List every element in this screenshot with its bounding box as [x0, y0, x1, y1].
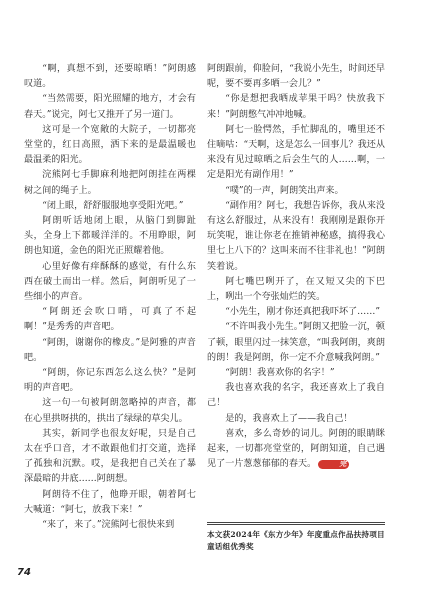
paragraph [24, 518, 196, 533]
paragraph [207, 62, 385, 92]
paragraph-text: 是的，我喜欢上了——我自己！ [225, 413, 353, 424]
paragraph-text: “阿朗！我喜欢你的名字！” [225, 368, 335, 379]
paragraph-text: 这可是一个宽敞的大院子，一切都亮堂堂的，红日高照，洒下来的是最温暖也最温柔的阳光。 [24, 124, 196, 166]
paragraph-text: “阿朗，你记东西怎么这么快？”是阿明的声音吧。 [24, 368, 196, 394]
paragraph [24, 123, 196, 169]
paragraph-text: “你是想把我晒成苹果干吗？快放我下来！”阿朗憋气冲冲地喊。 [207, 94, 385, 120]
paragraph-text: 其实，新同学也很友好呢，只是自己太在乎口音，才不敢跟他们打交道，选择了孤独和沉默。哎，是我把自己关在了暴深最暗的井底……阿朗想。 [24, 428, 196, 485]
paragraph [24, 336, 196, 366]
paragraph-text: “不许叫我小先生。”阿朗又把脸一沉，顿了顿，眼里闪过一抹笑意，“叫我阿朗，爽朗的朗！我是阿朗，你一定不介意喊我阿朗。” [207, 322, 385, 363]
paragraph [24, 62, 196, 92]
paragraph-text: 我也喜欢我的名字，我还喜欢上了我自己！ [207, 383, 385, 409]
paragraph [24, 427, 196, 488]
paragraph [24, 214, 196, 260]
paragraph-text: “来了，来了。”浣熊阿七很快来到 [42, 520, 175, 531]
paragraph-text: 浣熊阿七手脚麻利地把阿朗挂在两棵树之间的绳子上。 [24, 170, 196, 196]
award-footnote: 本文获2024年《东方少年》年度重点作品扶持项目童话组优秀奖 [207, 530, 385, 551]
paragraph [207, 275, 385, 305]
paragraph-text: 这一句一句被阿朗忽略掉的声音，都在心里拱呀拱的，拱出了绿绿的草尖儿。 [24, 398, 196, 424]
paragraph [207, 366, 385, 381]
end-mark-icon: 完 [318, 460, 349, 469]
paragraph-text: “噗”的一声，阿朗笑出声来。 [225, 185, 344, 196]
paragraph-text: “阿朗还会吹口哨，可真了不起啊！”是秀秀的声音吧。 [24, 307, 196, 333]
paragraph-text: “啊，真想不到，还要晾晒！”阿朗感叹道。 [24, 64, 196, 90]
paragraph [24, 260, 196, 306]
paragraph-text: 心里好像有痒酥酥的感觉，有什么东西在破土而出一样。然后，阿朗听见了一些细小的声音。 [24, 261, 196, 303]
paragraph [207, 184, 385, 199]
paragraph-text: “副作用？阿七，我想告诉你，我从来没有这么舒服过，从来没有！我刚刚是跟你开玩笑呢，谁让你老在推销神秘感，搞得我心里七上八下的？这叫来而不往非礼也！”阿朗笑着说。 [207, 200, 385, 272]
right-text-column [207, 62, 385, 472]
left-text-column [24, 62, 196, 533]
paragraph [207, 381, 385, 411]
paragraph-text: 阿朗听话地闭上眼，从脑门到脚趾头，全身上下都暖洋洋的。不用睁眼，阿朗也知道，金色的阳光正照耀着他。 [24, 216, 196, 257]
paragraph [24, 396, 196, 426]
paragraph [24, 305, 196, 335]
paragraph [24, 168, 196, 198]
paragraph-text: “当然需要，阳光照耀的地方，才会有春天。”说完，阿七又推开了另一道门。 [24, 94, 196, 120]
paragraph [207, 92, 385, 122]
paragraph-text: 阿七一脸愕然，手忙脚乱的，嘴里还不住嘀咕：“天啊，这是怎么一回事儿？我还从来没有见过晾晒之后会生气的人……啊，一定是阳光有副作用！” [207, 124, 385, 181]
paragraph-text: “阿朗，谢谢你的橡皮。”是阿雅的声音吧。 [24, 337, 196, 363]
paragraph-text: 阿七嘴巴咧开了，在又短又尖的下巴上，咧出一个夸张灿烂的笑。 [207, 276, 385, 303]
paragraph [207, 123, 385, 184]
paragraph [207, 199, 385, 275]
paragraph [24, 199, 196, 214]
paragraph-text: 喜欢，多么奇妙的词儿。阿朗的眼睛眯起来，一切都亮堂堂的，阿朗知道，自己遇见了一片葱葱郁郁的春天。 [207, 428, 385, 470]
paragraph-text: “小先生，刚才你还真把我吓坏了……” [225, 307, 380, 318]
paragraph-text: “闭上眼，舒舒服服地享受阳光吧。” [42, 200, 184, 211]
footnote-rule [207, 522, 385, 523]
paragraph [24, 488, 196, 518]
paragraph [24, 366, 196, 396]
page-number: 74 [17, 567, 31, 578]
paragraph [207, 412, 385, 427]
paragraph [207, 305, 385, 320]
footnote-rule-secondary [207, 524, 385, 525]
paragraph [207, 427, 385, 473]
paragraph [207, 320, 385, 366]
paragraph-text: 阿朗待不住了，他睁开眼，朝着阿七大喊道：“阿七，放我下来！” [24, 489, 196, 515]
paragraph-text: 阿朗跟前，仰脸问，“我说小先生，时间还早呢，要不要再多晒一会儿？” [207, 64, 385, 90]
paragraph [24, 92, 196, 122]
